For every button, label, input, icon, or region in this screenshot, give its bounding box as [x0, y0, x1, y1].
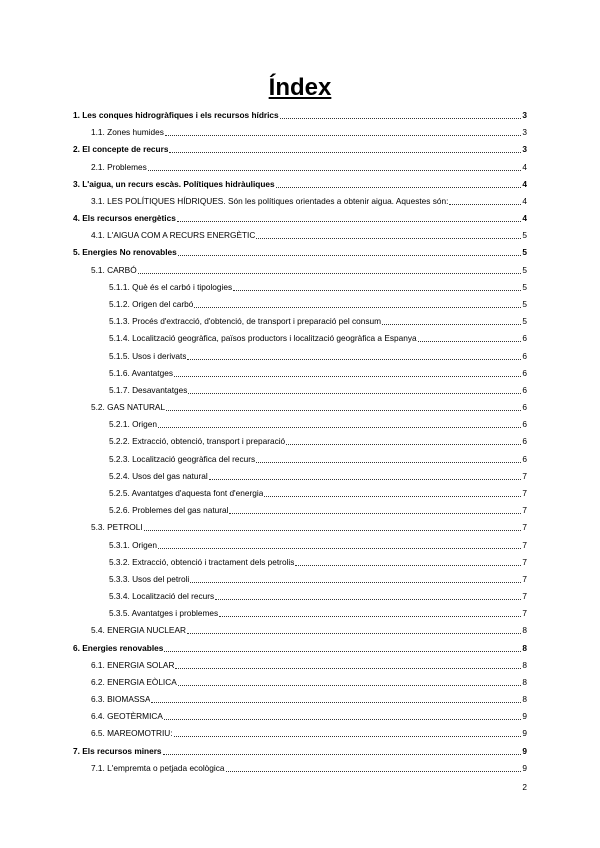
toc-entry-label: 6.5. MAREOMOTRIU:	[91, 728, 173, 739]
toc-dot-leader	[151, 702, 521, 703]
toc-entry[interactable]	[73, 213, 527, 224]
toc-entry-page: 5	[522, 264, 527, 275]
toc-entry-label: 5.3. PETROLI	[91, 522, 143, 533]
toc-entry-page: 4	[522, 178, 527, 189]
toc-entry-label: 7.1. L'empremta o petjada ecològica	[91, 762, 225, 773]
toc-entry-label: 6.1. ENERGIA SOLAR	[91, 659, 175, 670]
toc-dot-leader	[226, 771, 522, 772]
toc-entry-page: 4	[522, 161, 527, 172]
toc-entry[interactable]	[109, 471, 527, 482]
toc-dot-leader	[158, 427, 521, 428]
toc-entry-page: 6	[522, 453, 527, 464]
toc-entry[interactable]	[73, 144, 527, 155]
toc-entry[interactable]	[109, 351, 527, 362]
toc-entry[interactable]	[91, 711, 527, 722]
toc-entry[interactable]	[109, 419, 527, 430]
toc-entry[interactable]	[91, 265, 527, 276]
toc-entry-label: 4.1. L'AIGUA COM A RECURS ENERGÈTIC	[91, 230, 256, 241]
toc-entry-page: 6	[522, 367, 527, 378]
toc-entry-label: 2. El concepte de recurs	[73, 144, 169, 155]
toc-entry-label: 5.2.2. Extracció, obtenció, transport i preparació	[109, 436, 286, 447]
toc-entry[interactable]	[91, 625, 527, 636]
toc-entry-label: 6.2. ENERGIA EÒLICA	[91, 676, 177, 687]
toc-entry[interactable]	[91, 230, 527, 241]
toc-entry-page: 8	[522, 676, 527, 687]
toc-entry[interactable]	[109, 299, 527, 310]
toc-entry[interactable]	[109, 557, 527, 568]
toc-entry-label: 5.1. CARBÓ	[91, 264, 137, 275]
toc-entry-page: 6	[522, 333, 527, 344]
toc-entry-label: 6.3. BIOMASSA	[91, 694, 151, 705]
toc-dot-leader	[264, 496, 521, 497]
toc-entry-page: 9	[522, 762, 527, 773]
toc-entry-label: 3. L'aigua, un recurs escàs. Polítiques hidràuliques	[73, 178, 275, 189]
toc-entry-page: 5	[522, 230, 527, 241]
toc-entry[interactable]	[73, 746, 527, 757]
toc-entry-label: 5. Energies No renovables	[73, 247, 177, 258]
toc-dot-leader	[286, 444, 521, 445]
toc-entry-page: 3	[522, 144, 527, 155]
toc-dot-leader	[215, 599, 521, 600]
toc-dot-leader	[138, 273, 522, 274]
toc-entry-label: 5.4. ENERGIA NUCLEAR	[91, 625, 186, 636]
toc-entry-label: 5.3.4. Localització del recurs	[109, 591, 215, 602]
toc-entry[interactable]	[109, 574, 527, 585]
toc-entry[interactable]	[109, 488, 527, 499]
toc-dot-leader	[295, 565, 521, 566]
toc-entry-page: 9	[522, 728, 527, 739]
toc-entry-page: 9	[522, 711, 527, 722]
toc-entry-page: 6	[522, 436, 527, 447]
toc-entry-page: 7	[522, 591, 527, 602]
toc-dot-leader	[382, 324, 521, 325]
toc-entry[interactable]	[91, 660, 527, 671]
toc-entry[interactable]	[73, 179, 527, 190]
toc-dot-leader	[144, 530, 522, 531]
toc-entry[interactable]	[109, 333, 527, 344]
toc-dot-leader	[190, 582, 521, 583]
toc-entry-label: 3.1. LES POLÍTIQUES HÍDRIQUES. Són les polítiques orientades a obtenir aigua. Aquestes són:	[91, 195, 449, 206]
toc-entry-page: 7	[522, 573, 527, 584]
toc-entry-label: 5.1.1. Què és el carbó i tipologies	[109, 281, 233, 292]
toc-entry-label: 6. Energies renovables	[73, 642, 164, 653]
toc-dot-leader	[256, 462, 521, 463]
toc-dot-leader	[175, 668, 521, 669]
toc-entry-label: 6.4. GEOTÈRMICA	[91, 711, 163, 722]
toc-entry-page: 3	[522, 127, 527, 138]
toc-dot-leader	[187, 359, 521, 360]
toc-dot-leader	[449, 204, 521, 205]
page-title: Índex	[268, 74, 332, 101]
toc-entry[interactable]	[73, 247, 527, 258]
toc-entry[interactable]	[73, 110, 527, 121]
toc-entry-page: 8	[522, 625, 527, 636]
toc-entry[interactable]	[91, 196, 527, 207]
toc-dot-leader	[178, 255, 522, 256]
toc-entry[interactable]	[109, 385, 527, 396]
toc-entry-label: 7. Els recursos miners	[73, 745, 162, 756]
toc-entry-label: 2.1. Problemes	[91, 161, 147, 172]
toc-entry[interactable]	[91, 127, 527, 138]
toc-dot-leader	[209, 479, 522, 480]
toc-entry[interactable]	[91, 728, 527, 739]
toc-entry-label: 5.2.4. Usos del gas natural	[109, 470, 208, 481]
toc-dot-leader	[177, 221, 522, 222]
toc-entry[interactable]	[109, 505, 527, 516]
toc-entry-label: 4. Els recursos energètics	[73, 213, 176, 224]
toc-entry[interactable]	[91, 522, 527, 533]
toc-entry-page: 5	[522, 281, 527, 292]
toc-entry-page: 6	[522, 350, 527, 361]
toc-entry-label: 5.3.3. Usos del petroli	[109, 573, 190, 584]
toc-entry-label: 5.2. GAS NATURAL	[91, 402, 166, 413]
toc-entry-label: 5.1.5. Usos i derivats	[109, 350, 187, 361]
toc-entry-page: 7	[522, 505, 527, 516]
toc-entry[interactable]	[91, 763, 527, 774]
toc-entry-label: 5.1.7. Desavantatges	[109, 384, 188, 395]
toc-entry-page: 8	[522, 694, 527, 705]
toc-entry[interactable]	[91, 677, 527, 688]
toc-entry-page: 4	[522, 195, 527, 206]
toc-dot-leader	[280, 118, 522, 119]
toc-entry-label: 5.3.2. Extracció, obtenció i tractament dels petrolis	[109, 556, 295, 567]
toc-entry-page: 7	[522, 470, 527, 481]
toc-dot-leader	[233, 290, 521, 291]
toc-entry-page: 5	[522, 316, 527, 327]
toc-entry-page: 6	[522, 419, 527, 430]
toc-dot-leader	[166, 410, 521, 411]
toc-entry[interactable]	[109, 540, 527, 551]
toc-entry-page: 9	[522, 745, 527, 756]
toc-dot-leader	[187, 633, 521, 634]
toc-dot-leader	[169, 152, 521, 153]
toc-dot-leader	[164, 719, 521, 720]
toc-dot-leader	[164, 651, 521, 652]
toc-dot-leader	[174, 376, 521, 377]
toc-dot-leader	[229, 513, 521, 514]
toc-entry-label: 5.3.1. Origen	[109, 539, 157, 550]
toc-entry-page: 6	[522, 402, 527, 413]
toc-entry[interactable]	[109, 454, 527, 465]
toc-dot-leader	[178, 685, 522, 686]
toc-entry-page: 3	[522, 110, 527, 120]
toc-dot-leader	[276, 187, 522, 188]
toc-entry[interactable]	[109, 608, 527, 619]
toc-entry-page: 6	[522, 384, 527, 395]
toc-dot-leader	[418, 341, 522, 342]
toc-dot-leader	[158, 548, 521, 549]
toc-entry-label: 5.2.1. Origen	[109, 419, 157, 430]
toc-entry-label: 5.2.3. Localització geogràfica del recurs	[109, 453, 256, 464]
toc-entry[interactable]	[73, 643, 527, 654]
toc-entry-label: 5.2.5. Avantatges d'aquesta font d'energia	[109, 487, 264, 498]
toc-entry[interactable]	[91, 162, 527, 173]
page-number: 2	[522, 782, 527, 792]
toc-entry-page: 4	[522, 213, 527, 224]
toc-entry[interactable]	[109, 436, 527, 447]
toc-entry-label: 5.1.4. Localització geogràfica, països productors i localització geogràfica a Espanya	[109, 333, 417, 344]
toc-dot-leader	[188, 393, 521, 394]
toc-entry[interactable]	[109, 282, 527, 293]
toc-entry-label: 1.1. Zones humides	[91, 127, 164, 138]
toc-entry-label: 5.1.2. Origen del carbó	[109, 298, 194, 309]
toc-entry-page: 7	[522, 608, 527, 619]
toc-dot-leader	[163, 754, 522, 755]
toc-entry-page: 7	[522, 539, 527, 550]
toc-entry-label: 5.3.5. Avantatges i problemes	[109, 608, 219, 619]
toc-dot-leader	[174, 736, 522, 737]
toc-dot-leader	[165, 135, 522, 136]
toc-entry[interactable]	[109, 368, 527, 379]
toc-dot-leader	[219, 616, 521, 617]
toc-entry-page: 7	[522, 556, 527, 567]
toc-entry-page: 8	[522, 659, 527, 670]
toc-dot-leader	[256, 238, 521, 239]
toc-entry-page: 5	[522, 247, 527, 258]
toc-dot-leader	[148, 170, 522, 171]
toc-entry-page: 7	[522, 487, 527, 498]
toc-dot-leader	[194, 307, 521, 308]
toc-entry-label: 5.1.6. Avantatges	[109, 367, 173, 378]
toc-entry-page: 7	[522, 522, 527, 533]
toc-entry[interactable]	[91, 402, 527, 413]
toc-entry-label: 5.1.3. Procés d'extracció, d'obtenció, de transport i preparació pel consum	[109, 316, 382, 327]
toc-entry-page: 5	[522, 298, 527, 309]
toc-entry-label: 5.2.6. Problemes del gas natural	[109, 505, 229, 516]
toc-entry-label: 1. Les conques hidrogràfiques i els recursos hídrics	[73, 110, 279, 120]
toc-entry[interactable]	[91, 694, 527, 705]
toc-entry-page: 8	[522, 642, 527, 653]
toc-entry[interactable]	[109, 591, 527, 602]
toc-entry[interactable]	[109, 316, 527, 327]
